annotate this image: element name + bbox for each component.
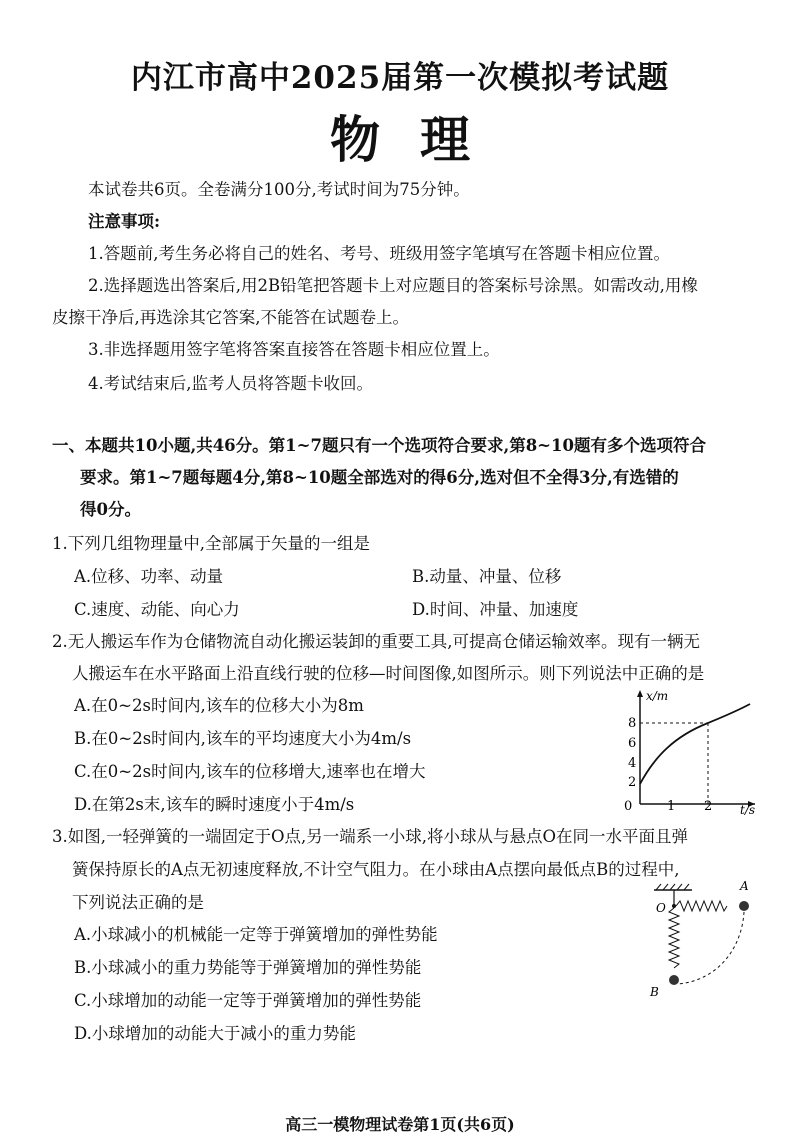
q3-option-a: A.小球减小的机械能一定等于弹簧增加的弹性势能 <box>74 925 438 944</box>
spring-vertical <box>669 908 679 968</box>
ball-at-b <box>669 975 679 985</box>
notice-item: 4.考试结束后,监考人员将答题卡收回。 <box>88 374 373 393</box>
q3-option-b: B.小球减小的重力势能等于弹簧增加的弹性势能 <box>74 958 422 977</box>
graph-y-label: x/m <box>646 689 669 703</box>
q2-option-a: A.在0~2s时间内,该车的位移大小为8m <box>74 696 364 715</box>
intro-text: 本试卷共6页。全卷满分100分,考试时间为75分钟。 <box>88 180 470 199</box>
page-footer: 高三一模物理试卷第1页(共6页) <box>285 1115 515 1134</box>
spring-pendulum-figure <box>640 876 760 1006</box>
label-o: O <box>656 901 666 915</box>
q2-option-c: C.在0~2s时间内,该车的位移增大,速率也在增大 <box>74 762 426 781</box>
notice-item: 3.非选择题用签字笔将答案直接答在答题卡相应位置上。 <box>88 340 500 359</box>
graph-curve <box>640 704 750 784</box>
graph-x-label: t/s <box>740 803 756 817</box>
q3-option-c: C.小球增加的动能一定等于弹簧增加的弹性势能 <box>74 991 422 1010</box>
question-2-stem: 2.无人搬运车作为仓储物流自动化搬运装卸的重要工具,可提高仓储运输效率。现有一辆无 <box>52 632 700 651</box>
graph-xtick-label: 1 <box>667 799 676 814</box>
subject-title: 物理 <box>330 110 510 169</box>
q3-option-d: D.小球增加的动能大于减小的重力势能 <box>74 1024 356 1043</box>
graph-ytick-label: 8 <box>628 716 637 731</box>
question-2-stem: 人搬运车在水平路面上沿直线行驶的位移—时间图像,如图所示。则下列说法中正确的是 <box>72 664 705 683</box>
q2-option-b: B.在0~2s时间内,该车的平均速度大小为4m/s <box>74 729 412 748</box>
q1-option-b: B.动量、冲量、位移 <box>412 567 562 586</box>
spring-horizontal <box>676 901 727 911</box>
q1-option-a: A.位移、功率、动量 <box>74 567 224 586</box>
section-instruction: 得0分。 <box>80 500 141 519</box>
exam-title: 内江市高中2025届第一次模拟考试题 <box>130 60 670 96</box>
question-3-stem: 3.如图,一轻弹簧的一端固定于O点,另一端系一小球,将小球从与悬点O在同一水平面且弹 <box>52 827 689 846</box>
graph-ytick-label: 2 <box>628 775 637 790</box>
q1-option-d: D.时间、冲量、加速度 <box>412 600 579 619</box>
swing-path <box>678 912 744 984</box>
q1-option-c: C.速度、动能、向心力 <box>74 600 240 619</box>
notice-item: 皮擦干净后,再选涂其它答案,不能答在试题卷上。 <box>52 308 409 327</box>
question-3-stem: 簧保持原长的A点无初速度释放,不计空气阻力。在小球由A点摆向最低点B的过程中, <box>72 860 680 879</box>
notice-item: 2.选择题选出答案后,用2B铅笔把答题卡上对应题目的答案标号涂黑。如需改动,用橡 <box>88 276 698 295</box>
notice-heading: 注意事项: <box>88 212 161 231</box>
pivot-point <box>672 904 676 908</box>
ball-at-a <box>739 901 749 911</box>
graph-xtick-label: 2 <box>704 799 713 814</box>
y-axis-arrow-icon <box>637 690 643 697</box>
q2-option-d: D.在第2s末,该车的瞬时速度小于4m/s <box>74 795 355 814</box>
graph-ytick-label: 4 <box>628 756 637 771</box>
question-1-stem: 1.下列几组物理量中,全部属于矢量的一组是 <box>52 534 370 553</box>
displacement-time-graph <box>610 686 760 818</box>
section-instruction: 要求。第1~7题每题4分,第8~10题全部选对的得6分,选对但不全得3分,有选错的 <box>80 468 679 487</box>
section-instruction: 一、本题共10小题,共46分。第1~7题只有一个选项符合要求,第8~10题有多个选项符合 <box>52 436 706 455</box>
label-b: B <box>650 985 659 999</box>
graph-origin-label: 0 <box>624 799 633 814</box>
graph-ytick-label: 6 <box>628 736 637 751</box>
notice-item: 1.答题前,考生务必将自己的姓名、考号、班级用签字笔填写在答题卡相应位置。 <box>88 244 670 263</box>
label-a: A <box>740 879 749 893</box>
ceiling-hatch <box>656 884 689 890</box>
question-3-stem: 下列说法正确的是 <box>72 893 204 912</box>
